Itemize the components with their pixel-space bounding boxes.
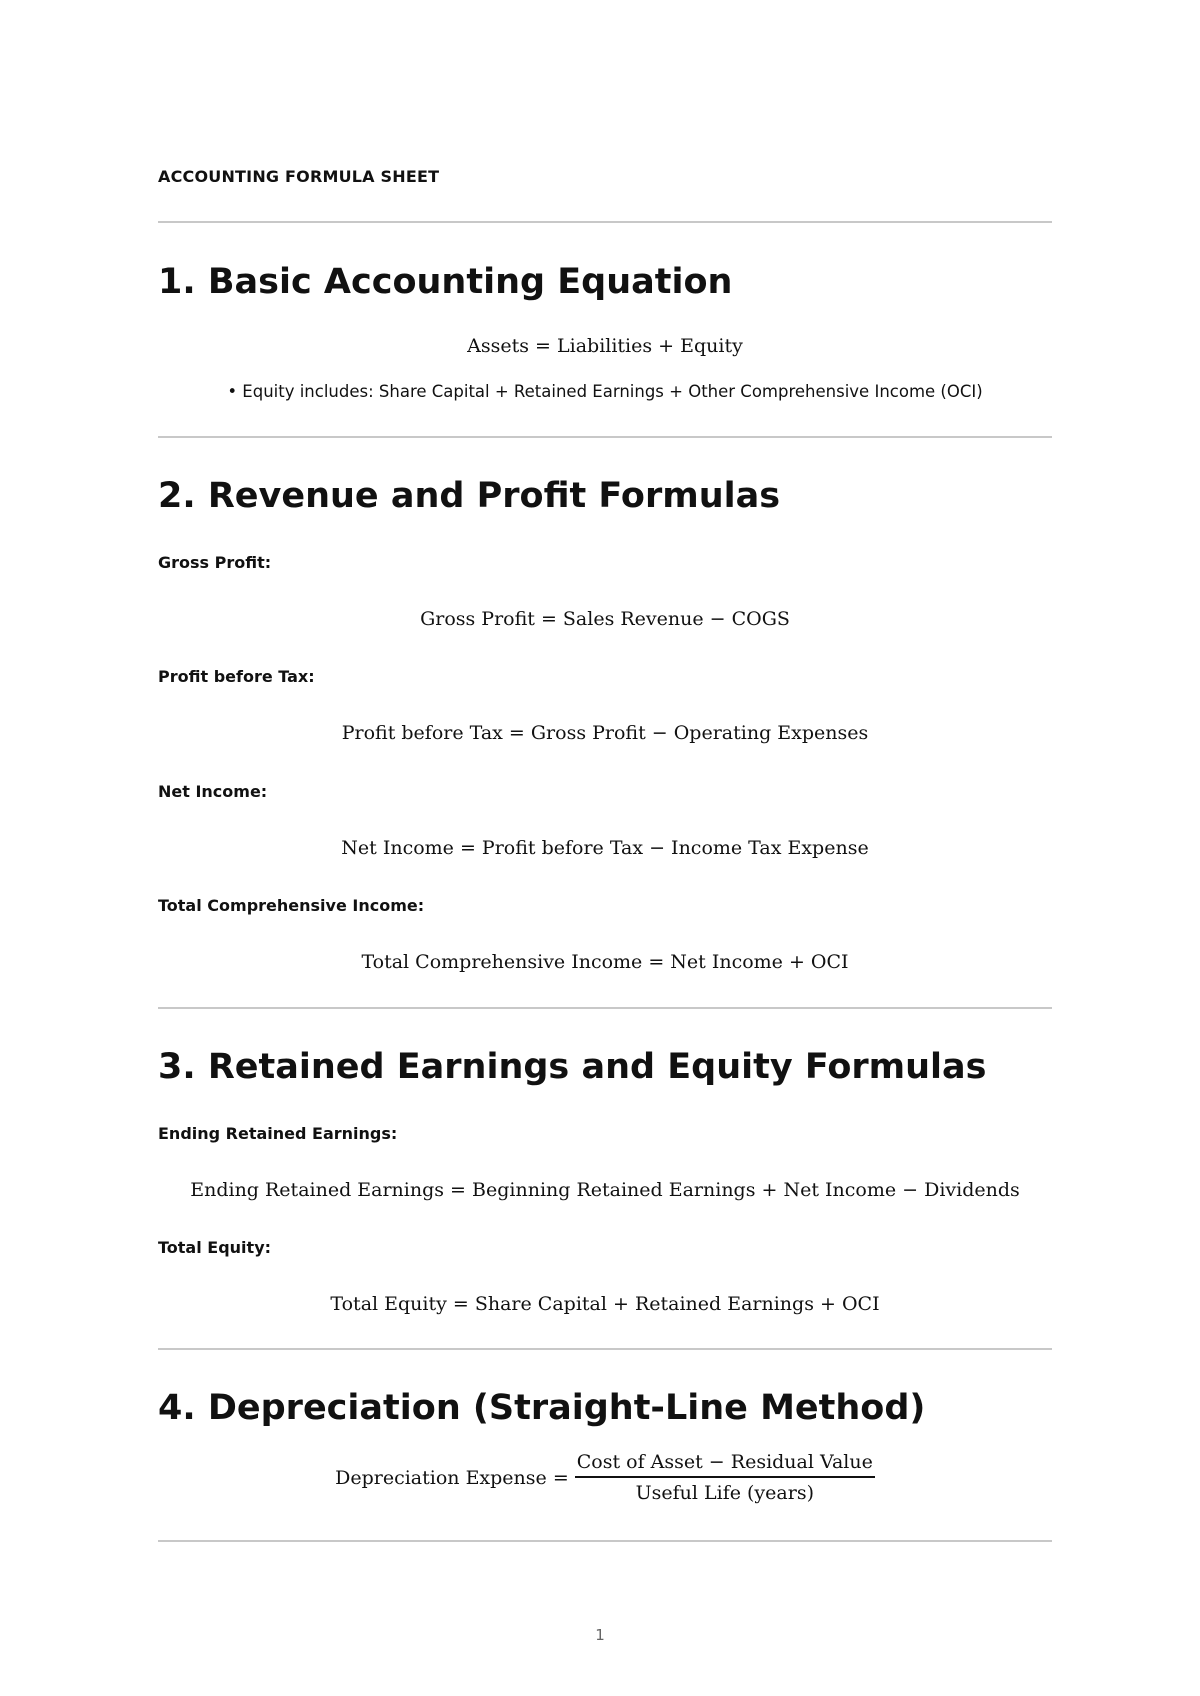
net-income-label: Net Income: <box>158 782 268 801</box>
fraction-denominator: Useful Life (years) <box>635 1482 814 1504</box>
profit-before-tax-label: Profit before Tax: <box>158 667 315 686</box>
page-number: 1 <box>595 1626 605 1644</box>
divider <box>158 1348 1052 1350</box>
divider <box>158 436 1052 438</box>
divider <box>158 221 1052 223</box>
gross-profit-label: Gross Profit: <box>158 553 272 572</box>
depreciation-fraction <box>575 1451 875 1504</box>
equity-note: • Equity includes: Share Capital + Retained Earnings + Other Comprehensive Income (OCI) <box>227 382 983 401</box>
section-1-title: 1. Basic Accounting Equation <box>158 262 733 302</box>
fraction-numerator: Cost of Asset − Residual Value <box>575 1451 875 1478</box>
total-equity-formula: Total Equity = Share Capital + Retained Earnings + OCI <box>330 1293 880 1315</box>
total-equity-label: Total Equity: <box>158 1238 272 1257</box>
document-page <box>158 0 1052 1696</box>
net-income-formula: Net Income = Profit before Tax − Income Tax Expense <box>341 837 869 859</box>
total-comprehensive-income-formula: Total Comprehensive Income = Net Income + OCI <box>361 951 849 973</box>
accounting-equation-formula: Assets = Liabilities + Equity <box>467 335 743 357</box>
profit-before-tax-formula: Profit before Tax = Gross Profit − Operating Expenses <box>341 722 869 744</box>
document-header: ACCOUNTING FORMULA SHEET <box>158 167 440 186</box>
divider <box>158 1540 1052 1542</box>
depreciation-lhs: Depreciation Expense = <box>335 1466 569 1489</box>
ending-retained-earnings-formula: Ending Retained Earnings = Beginning Retained Earnings + Net Income − Dividends <box>190 1179 1020 1201</box>
section-2-title: 2. Revenue and Profit Formulas <box>158 476 781 516</box>
section-3-title: 3. Retained Earnings and Equity Formulas <box>158 1047 987 1087</box>
ending-retained-earnings-label: Ending Retained Earnings: <box>158 1124 398 1143</box>
section-4-title: 4. Depreciation (Straight-Line Method) <box>158 1388 926 1428</box>
depreciation-formula <box>158 1451 1052 1504</box>
divider <box>158 1007 1052 1009</box>
total-comprehensive-income-label: Total Comprehensive Income: <box>158 896 425 915</box>
gross-profit-formula: Gross Profit = Sales Revenue − COGS <box>420 608 790 630</box>
